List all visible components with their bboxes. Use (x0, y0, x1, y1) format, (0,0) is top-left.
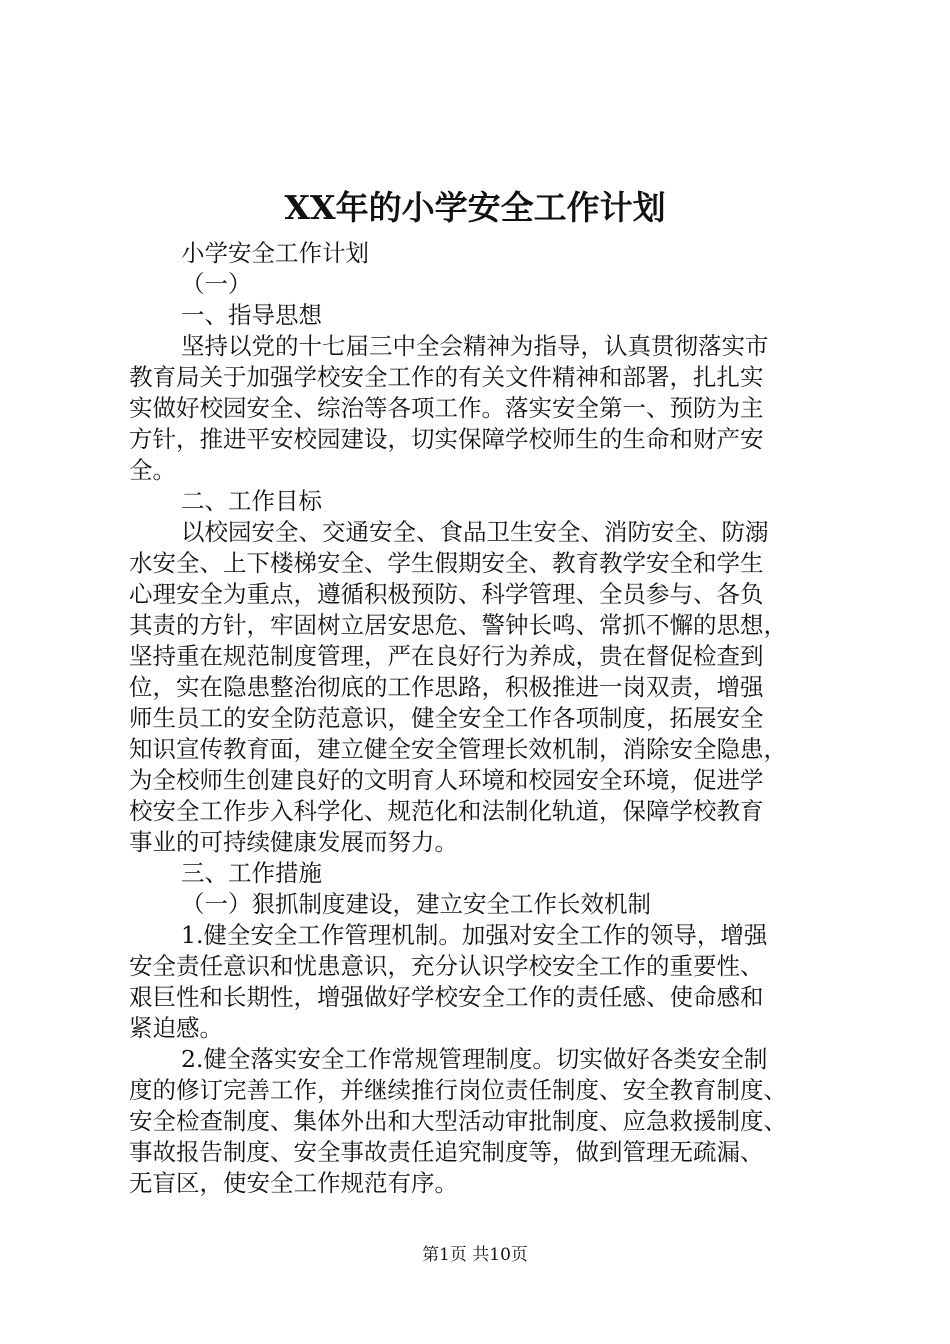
text-line: 安全检查制度、集体外出和大型活动审批制度、应急救援制度、 (129, 1107, 787, 1135)
text-line: 安全责任意识和忧患意识，充分认识学校安全工作的重要性、 (129, 952, 764, 980)
text-line: 以校园安全、交通安全、食品卫生安全、消防安全、防溺 (181, 518, 769, 546)
text-line: 校安全工作步入科学化、规范化和法制化轨道，保障学校教育 (129, 797, 764, 825)
text-line: （一）狠抓制度建设，建立安全工作长效机制 (181, 890, 651, 918)
text-line: 一、指导思想 (181, 301, 322, 329)
text-line: 实做好校园安全、综治等各项工作。落实安全第一、预防为主 (129, 394, 764, 422)
text-line: 三、工作措施 (181, 859, 322, 887)
text-line: 2.健全落实安全工作常规管理制度。切实做好各类安全制 (181, 1045, 768, 1073)
text-line: 水安全、上下楼梯安全、学生假期安全、教育教学安全和学生 (129, 549, 764, 577)
text-line: 二、工作目标 (181, 487, 322, 515)
text-line: 其责的方针，牢固树立居安思危、警钟长鸣、常抓不懈的思想， (129, 611, 787, 639)
text-line: 坚持以党的十七届三中全会精神为指导，认真贯彻落实市 (181, 332, 769, 360)
text-line: 师生员工的安全防范意识，健全安全工作各项制度，拓展安全 (129, 704, 764, 732)
text-line: 心理安全为重点，遵循积极预防、科学管理、全员参与、各负 (129, 580, 764, 608)
document-title: XX年的小学安全工作计划 (284, 188, 666, 227)
text-line: 全。 (129, 456, 176, 484)
text-line: 坚持重在规范制度管理，严在良好行为养成，贵在督促检查到 (129, 642, 764, 670)
text-line: 无盲区，使安全工作规范有序。 (129, 1169, 458, 1197)
text-line: 事故报告制度、安全事故责任追究制度等，做到管理无疏漏、 (129, 1138, 764, 1166)
text-line: 1.健全安全工作管理机制。加强对安全工作的领导，增强 (181, 921, 768, 949)
document-body (129, 238, 831, 1199)
text-line: 教育局关于加强学校安全工作的有关文件精神和部署，扎扎实 (129, 363, 764, 391)
text-line: 小学安全工作计划 (181, 239, 369, 267)
text-line: 为全校师生创建良好的文明育人环境和校园安全环境，促进学 (129, 766, 764, 794)
page-footer: 第1页 共10页 (422, 1245, 528, 1265)
text-line: 事业的可持续健康发展而努力。 (129, 828, 458, 856)
text-line: 艰巨性和长期性，增强做好学校安全工作的责任感、使命感和 (129, 983, 764, 1011)
text-line: 知识宣传教育面，建立健全安全管理长效机制，消除安全隐患， (129, 735, 787, 763)
text-line: 方针，推进平安校园建设，切实保障学校师生的生命和财产安 (129, 425, 764, 453)
text-line: 位，实在隐患整治彻底的工作思路，积极推进一岗双责，增强 (129, 673, 764, 701)
text-line: （一） (181, 270, 252, 298)
text-line: 度的修订完善工作，并继续推行岗位责任制度、安全教育制度、 (129, 1076, 787, 1104)
text-line: 紧迫感。 (129, 1014, 223, 1042)
